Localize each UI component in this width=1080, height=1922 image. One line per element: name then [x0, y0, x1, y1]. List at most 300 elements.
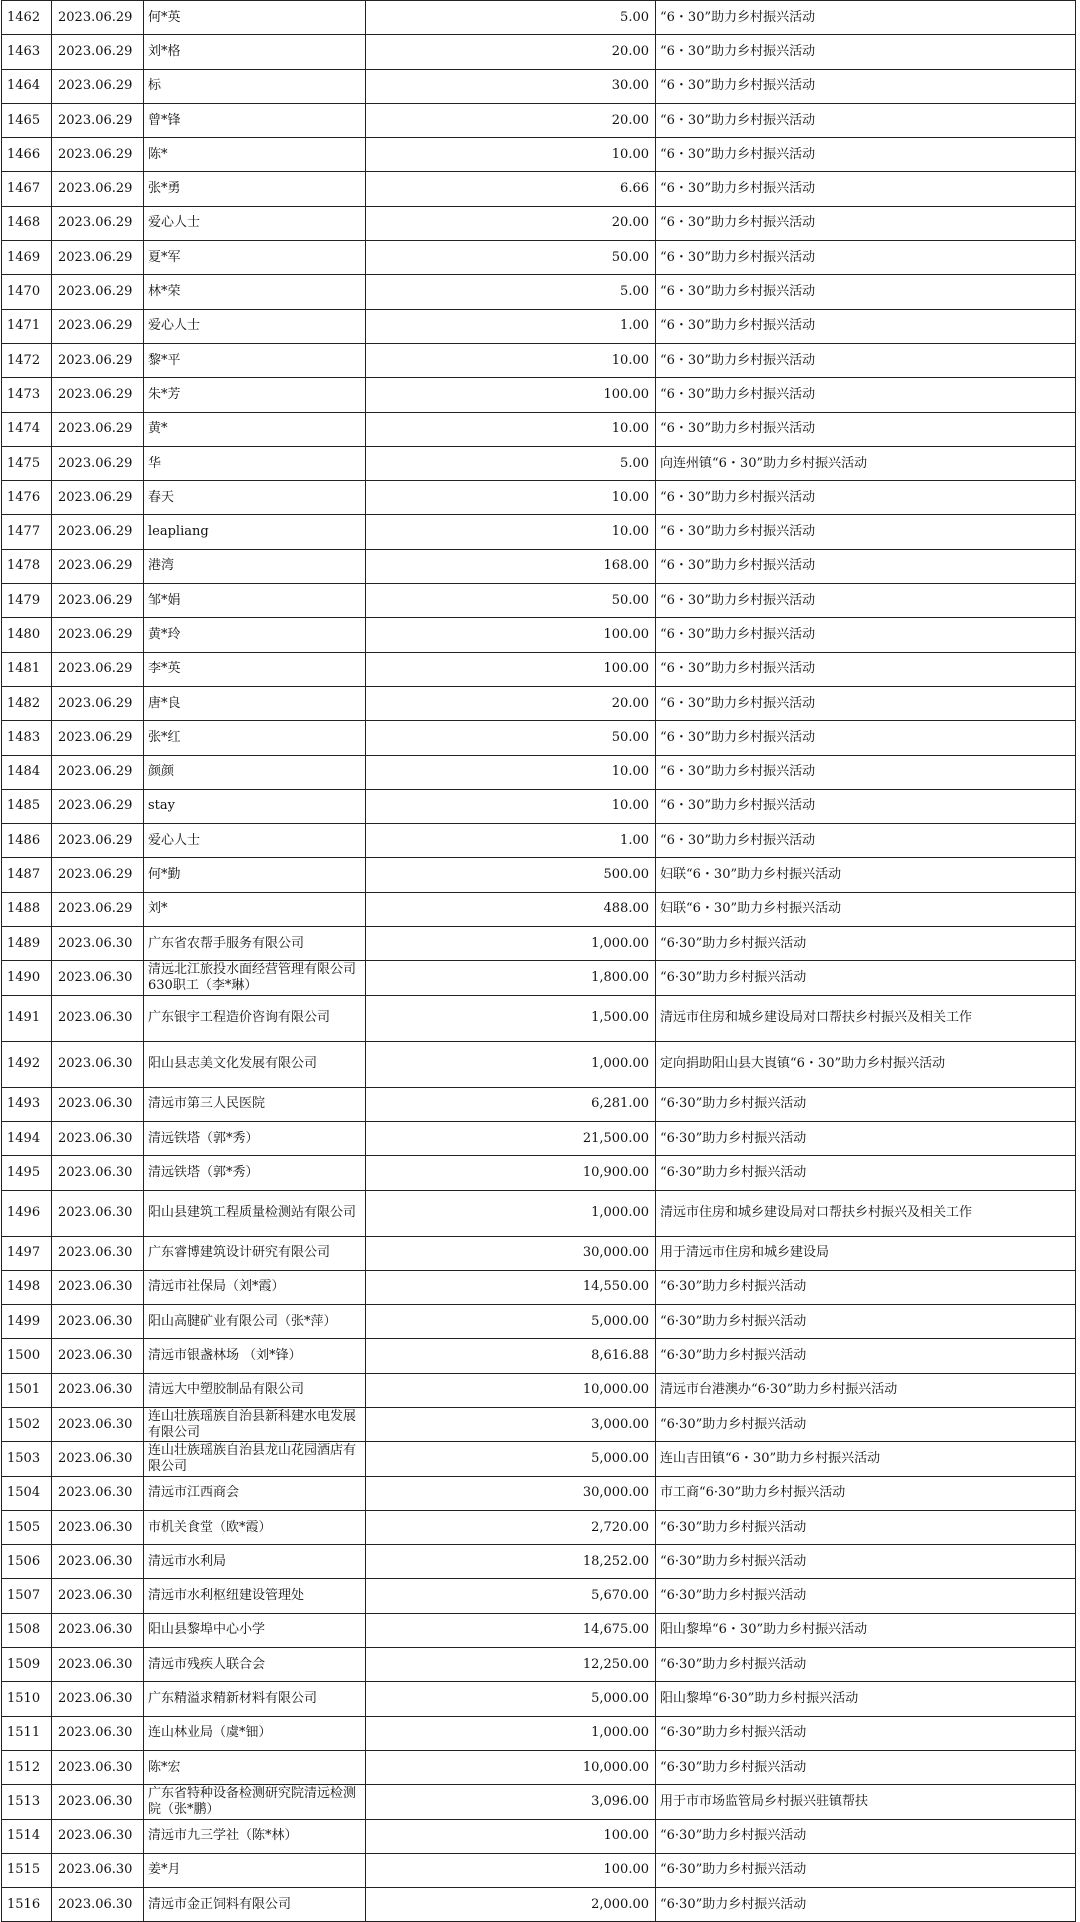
- serial-number-cell: 1468: [2, 206, 52, 240]
- donor-name-cell: 李*英: [144, 652, 366, 686]
- amount-cell: 100.00: [366, 1853, 656, 1887]
- purpose-note-cell: 连山吉田镇“6・30”助力乡村振兴活动: [656, 1442, 1076, 1476]
- purpose-note-cell: 妇联“6・30”助力乡村振兴活动: [656, 892, 1076, 926]
- donation-table: [1, 0, 1076, 1922]
- table-row: [2, 961, 1076, 995]
- date-cell: 2023.06.30: [52, 1339, 144, 1373]
- serial-number-cell: 1497: [2, 1236, 52, 1270]
- donor-name-cell: 姜*月: [144, 1853, 366, 1887]
- serial-number-cell: 1491: [2, 995, 52, 1041]
- date-cell: 2023.06.29: [52, 412, 144, 446]
- donor-name-cell: 夏*军: [144, 241, 366, 275]
- serial-number-cell: 1479: [2, 584, 52, 618]
- serial-number-cell: 1487: [2, 858, 52, 892]
- amount-cell: 10,000.00: [366, 1750, 656, 1784]
- purpose-note-cell: “6・30”助力乡村振兴活动: [656, 275, 1076, 309]
- purpose-note-cell: 定向捐助阳山县大崀镇“6・30”助力乡村振兴活动: [656, 1041, 1076, 1087]
- purpose-note-cell: “6・30”助力乡村振兴活动: [656, 103, 1076, 137]
- purpose-note-cell: “6·30”助力乡村振兴活动: [656, 1819, 1076, 1853]
- purpose-note-cell: “6・30”助力乡村振兴活动: [656, 584, 1076, 618]
- donor-name-cell: 标: [144, 69, 366, 103]
- table-row: [2, 481, 1076, 515]
- date-cell: 2023.06.30: [52, 1407, 144, 1441]
- serial-number-cell: 1489: [2, 927, 52, 961]
- amount-cell: 12,250.00: [366, 1648, 656, 1682]
- purpose-note-cell: “6·30”助力乡村振兴活动: [656, 1339, 1076, 1373]
- table-row: [2, 1087, 1076, 1121]
- donor-name-cell: 何*勤: [144, 858, 366, 892]
- donor-name-cell: 阳山县建筑工程质量检测站有限公司: [144, 1190, 366, 1236]
- serial-number-cell: 1473: [2, 378, 52, 412]
- amount-cell: 6.66: [366, 172, 656, 206]
- serial-number-cell: 1488: [2, 892, 52, 926]
- amount-cell: 1.00: [366, 824, 656, 858]
- serial-number-cell: 1494: [2, 1121, 52, 1155]
- date-cell: 2023.06.29: [52, 1, 144, 35]
- table-row: [2, 1682, 1076, 1716]
- date-cell: 2023.06.30: [52, 1041, 144, 1087]
- amount-cell: 5.00: [366, 446, 656, 480]
- amount-cell: 14,675.00: [366, 1613, 656, 1647]
- date-cell: 2023.06.29: [52, 584, 144, 618]
- donor-name-cell: 清远市残疾人联合会: [144, 1648, 366, 1682]
- amount-cell: 20.00: [366, 686, 656, 720]
- purpose-note-cell: “6・30”助力乡村振兴活动: [656, 549, 1076, 583]
- serial-number-cell: 1476: [2, 481, 52, 515]
- table-row: [2, 721, 1076, 755]
- date-cell: 2023.06.30: [52, 1579, 144, 1613]
- serial-number-cell: 1507: [2, 1579, 52, 1613]
- serial-number-cell: 1509: [2, 1648, 52, 1682]
- date-cell: 2023.06.29: [52, 69, 144, 103]
- date-cell: 2023.06.30: [52, 1442, 144, 1476]
- donor-name-cell: 清远北江旅投水面经营管理有限公司630职工（李*琳）: [144, 961, 366, 995]
- serial-number-cell: 1469: [2, 241, 52, 275]
- amount-cell: 21,500.00: [366, 1121, 656, 1155]
- date-cell: 2023.06.29: [52, 206, 144, 240]
- serial-number-cell: 1515: [2, 1853, 52, 1887]
- serial-number-cell: 1501: [2, 1373, 52, 1407]
- purpose-note-cell: 妇联“6・30”助力乡村振兴活动: [656, 858, 1076, 892]
- amount-cell: 488.00: [366, 892, 656, 926]
- amount-cell: 100.00: [366, 652, 656, 686]
- date-cell: 2023.06.30: [52, 961, 144, 995]
- date-cell: 2023.06.29: [52, 172, 144, 206]
- date-cell: 2023.06.30: [52, 1476, 144, 1510]
- table-row: [2, 1190, 1076, 1236]
- date-cell: 2023.06.30: [52, 1613, 144, 1647]
- amount-cell: 5,670.00: [366, 1579, 656, 1613]
- serial-number-cell: 1467: [2, 172, 52, 206]
- serial-number-cell: 1513: [2, 1785, 52, 1819]
- amount-cell: 20.00: [366, 35, 656, 69]
- donor-name-cell: 清远市金正饲料有限公司: [144, 1888, 366, 1922]
- table-row: [2, 1476, 1076, 1510]
- serial-number-cell: 1480: [2, 618, 52, 652]
- table-row: [2, 1888, 1076, 1922]
- purpose-note-cell: 用于清远市住房和城乡建设局: [656, 1236, 1076, 1270]
- donor-name-cell: 清远铁塔（郭*秀）: [144, 1156, 366, 1190]
- purpose-note-cell: “6·30”助力乡村振兴活动: [656, 1716, 1076, 1750]
- amount-cell: 30,000.00: [366, 1236, 656, 1270]
- donor-name-cell: 连山壮族瑶族自治县新科建水电发展有限公司: [144, 1407, 366, 1441]
- donor-name-cell: 港湾: [144, 549, 366, 583]
- serial-number-cell: 1474: [2, 412, 52, 446]
- table-row: [2, 549, 1076, 583]
- serial-number-cell: 1463: [2, 35, 52, 69]
- table-row: [2, 206, 1076, 240]
- purpose-note-cell: “6·30”助力乡村振兴活动: [656, 1853, 1076, 1887]
- date-cell: 2023.06.29: [52, 549, 144, 583]
- amount-cell: 20.00: [366, 103, 656, 137]
- purpose-note-cell: “6・30”助力乡村振兴活动: [656, 618, 1076, 652]
- amount-cell: 20.00: [366, 206, 656, 240]
- amount-cell: 10.00: [366, 789, 656, 823]
- amount-cell: 1,000.00: [366, 1190, 656, 1236]
- table-row: [2, 755, 1076, 789]
- purpose-note-cell: “6·30”助力乡村振兴活动: [656, 1407, 1076, 1441]
- date-cell: 2023.06.30: [52, 1785, 144, 1819]
- purpose-note-cell: 市工商“6·30”助力乡村振兴活动: [656, 1476, 1076, 1510]
- serial-number-cell: 1499: [2, 1305, 52, 1339]
- date-cell: 2023.06.30: [52, 1156, 144, 1190]
- serial-number-cell: 1510: [2, 1682, 52, 1716]
- table-row: [2, 1510, 1076, 1544]
- table-row: [2, 1579, 1076, 1613]
- purpose-note-cell: “6・30”助力乡村振兴活动: [656, 172, 1076, 206]
- serial-number-cell: 1466: [2, 138, 52, 172]
- table-row: [2, 515, 1076, 549]
- date-cell: 2023.06.30: [52, 1545, 144, 1579]
- table-row: [2, 1305, 1076, 1339]
- serial-number-cell: 1483: [2, 721, 52, 755]
- serial-number-cell: 1470: [2, 275, 52, 309]
- purpose-note-cell: “6・30”助力乡村振兴活动: [656, 35, 1076, 69]
- date-cell: 2023.06.30: [52, 1270, 144, 1304]
- amount-cell: 1,500.00: [366, 995, 656, 1041]
- donor-name-cell: 广东睿博建筑设计研究有限公司: [144, 1236, 366, 1270]
- amount-cell: 2,000.00: [366, 1888, 656, 1922]
- table-row: [2, 1156, 1076, 1190]
- serial-number-cell: 1502: [2, 1407, 52, 1441]
- date-cell: 2023.06.30: [52, 1305, 144, 1339]
- donor-name-cell: 爱心人士: [144, 206, 366, 240]
- donor-name-cell: 春天: [144, 481, 366, 515]
- table-row: [2, 1750, 1076, 1784]
- donor-name-cell: 清远大中塑胶制品有限公司: [144, 1373, 366, 1407]
- date-cell: 2023.06.30: [52, 1853, 144, 1887]
- purpose-note-cell: “6·30”助力乡村振兴活动: [656, 1750, 1076, 1784]
- date-cell: 2023.06.29: [52, 892, 144, 926]
- table-row: [2, 686, 1076, 720]
- purpose-note-cell: “6・30”助力乡村振兴活动: [656, 138, 1076, 172]
- purpose-note-cell: “6・30”助力乡村振兴活动: [656, 309, 1076, 343]
- donor-name-cell: 陈*宏: [144, 1750, 366, 1784]
- table-row: [2, 1373, 1076, 1407]
- purpose-note-cell: “6・30”助力乡村振兴活动: [656, 69, 1076, 103]
- date-cell: 2023.06.29: [52, 618, 144, 652]
- date-cell: 2023.06.29: [52, 858, 144, 892]
- donor-name-cell: 清远市江西商会: [144, 1476, 366, 1510]
- table-row: [2, 1270, 1076, 1304]
- date-cell: 2023.06.30: [52, 1373, 144, 1407]
- table-row: [2, 892, 1076, 926]
- purpose-note-cell: 清远市台港澳办“6·30”助力乡村振兴活动: [656, 1373, 1076, 1407]
- purpose-note-cell: 向连州镇“6・30”助力乡村振兴活动: [656, 446, 1076, 480]
- donor-name-cell: 连山壮族瑶族自治县龙山花园酒店有限公司: [144, 1442, 366, 1476]
- donor-name-cell: stay: [144, 789, 366, 823]
- donor-name-cell: 爱心人士: [144, 824, 366, 858]
- amount-cell: 14,550.00: [366, 1270, 656, 1304]
- amount-cell: 168.00: [366, 549, 656, 583]
- amount-cell: 50.00: [366, 584, 656, 618]
- purpose-note-cell: “6・30”助力乡村振兴活动: [656, 789, 1076, 823]
- table-row: [2, 1121, 1076, 1155]
- date-cell: 2023.06.30: [52, 1190, 144, 1236]
- date-cell: 2023.06.30: [52, 1819, 144, 1853]
- amount-cell: 10.00: [366, 515, 656, 549]
- donor-name-cell: 刘*格: [144, 35, 366, 69]
- serial-number-cell: 1464: [2, 69, 52, 103]
- purpose-note-cell: “6·30”助力乡村振兴活动: [656, 1305, 1076, 1339]
- donor-name-cell: 邹*娟: [144, 584, 366, 618]
- donor-name-cell: 阳山县黎埠中心小学: [144, 1613, 366, 1647]
- date-cell: 2023.06.29: [52, 378, 144, 412]
- purpose-note-cell: “6・30”助力乡村振兴活动: [656, 824, 1076, 858]
- donor-name-cell: 清远市九三学社（陈*林）: [144, 1819, 366, 1853]
- purpose-note-cell: “6·30”助力乡村振兴活动: [656, 1156, 1076, 1190]
- purpose-note-cell: “6·30”助力乡村振兴活动: [656, 1087, 1076, 1121]
- purpose-note-cell: “6·30”助力乡村振兴活动: [656, 1121, 1076, 1155]
- purpose-note-cell: “6·30”助力乡村振兴活动: [656, 1545, 1076, 1579]
- table-row: [2, 103, 1076, 137]
- table-row: [2, 858, 1076, 892]
- purpose-note-cell: “6・30”助力乡村振兴活动: [656, 652, 1076, 686]
- donor-name-cell: 黎*平: [144, 343, 366, 377]
- purpose-note-cell: 用于市市场监管局乡村振兴驻镇帮扶: [656, 1785, 1076, 1819]
- table-row: [2, 275, 1076, 309]
- serial-number-cell: 1462: [2, 1, 52, 35]
- serial-number-cell: 1465: [2, 103, 52, 137]
- amount-cell: 8,616.88: [366, 1339, 656, 1373]
- table-row: [2, 1853, 1076, 1887]
- donor-name-cell: 阳山高腱矿业有限公司（张*萍）: [144, 1305, 366, 1339]
- purpose-note-cell: “6·30”助力乡村振兴活动: [656, 961, 1076, 995]
- amount-cell: 500.00: [366, 858, 656, 892]
- donor-name-cell: 黄*: [144, 412, 366, 446]
- donor-name-cell: 曾*锋: [144, 103, 366, 137]
- table-row: [2, 1236, 1076, 1270]
- date-cell: 2023.06.30: [52, 927, 144, 961]
- table-row: [2, 343, 1076, 377]
- donor-name-cell: 连山林业局（虞*钿）: [144, 1716, 366, 1750]
- donor-name-cell: 清远市水利局: [144, 1545, 366, 1579]
- date-cell: 2023.06.29: [52, 686, 144, 720]
- amount-cell: 30.00: [366, 69, 656, 103]
- serial-number-cell: 1493: [2, 1087, 52, 1121]
- date-cell: 2023.06.30: [52, 1716, 144, 1750]
- table-row: [2, 927, 1076, 961]
- purpose-note-cell: “6・30”助力乡村振兴活动: [656, 515, 1076, 549]
- serial-number-cell: 1482: [2, 686, 52, 720]
- purpose-note-cell: 阳山黎埠“6·30”助力乡村振兴活动: [656, 1682, 1076, 1716]
- table-row: [2, 172, 1076, 206]
- serial-number-cell: 1504: [2, 1476, 52, 1510]
- amount-cell: 50.00: [366, 721, 656, 755]
- table-row: [2, 1613, 1076, 1647]
- serial-number-cell: 1506: [2, 1545, 52, 1579]
- date-cell: 2023.06.29: [52, 241, 144, 275]
- date-cell: 2023.06.29: [52, 515, 144, 549]
- serial-number-cell: 1490: [2, 961, 52, 995]
- table-row: [2, 378, 1076, 412]
- donor-name-cell: 唐*良: [144, 686, 366, 720]
- table-row: [2, 584, 1076, 618]
- purpose-note-cell: “6・30”助力乡村振兴活动: [656, 1, 1076, 35]
- amount-cell: 5.00: [366, 1, 656, 35]
- serial-number-cell: 1495: [2, 1156, 52, 1190]
- table-row: [2, 1339, 1076, 1373]
- date-cell: 2023.06.29: [52, 138, 144, 172]
- amount-cell: 1,000.00: [366, 927, 656, 961]
- table-row: [2, 1407, 1076, 1441]
- purpose-note-cell: “6・30”助力乡村振兴活动: [656, 343, 1076, 377]
- serial-number-cell: 1496: [2, 1190, 52, 1236]
- amount-cell: 3,000.00: [366, 1407, 656, 1441]
- date-cell: 2023.06.30: [52, 1087, 144, 1121]
- date-cell: 2023.06.29: [52, 789, 144, 823]
- donor-name-cell: 刘*: [144, 892, 366, 926]
- donor-name-cell: 华: [144, 446, 366, 480]
- amount-cell: 10,000.00: [366, 1373, 656, 1407]
- serial-number-cell: 1503: [2, 1442, 52, 1476]
- serial-number-cell: 1514: [2, 1819, 52, 1853]
- date-cell: 2023.06.30: [52, 1236, 144, 1270]
- serial-number-cell: 1505: [2, 1510, 52, 1544]
- serial-number-cell: 1477: [2, 515, 52, 549]
- serial-number-cell: 1500: [2, 1339, 52, 1373]
- amount-cell: 10.00: [366, 412, 656, 446]
- date-cell: 2023.06.29: [52, 721, 144, 755]
- serial-number-cell: 1492: [2, 1041, 52, 1087]
- donor-name-cell: 爱心人士: [144, 309, 366, 343]
- amount-cell: 1,000.00: [366, 1041, 656, 1087]
- purpose-note-cell: “6・30”助力乡村振兴活动: [656, 412, 1076, 446]
- date-cell: 2023.06.29: [52, 755, 144, 789]
- donor-name-cell: 清远铁塔（郭*秀）: [144, 1121, 366, 1155]
- amount-cell: 3,096.00: [366, 1785, 656, 1819]
- table-row: [2, 1442, 1076, 1476]
- date-cell: 2023.06.29: [52, 446, 144, 480]
- date-cell: 2023.06.29: [52, 343, 144, 377]
- purpose-note-cell: 清远市住房和城乡建设局对口帮扶乡村振兴及相关工作: [656, 995, 1076, 1041]
- donor-name-cell: 陈*: [144, 138, 366, 172]
- table-row: [2, 446, 1076, 480]
- table-row: [2, 241, 1076, 275]
- amount-cell: 10,900.00: [366, 1156, 656, 1190]
- date-cell: 2023.06.29: [52, 103, 144, 137]
- table-row: [2, 69, 1076, 103]
- donor-name-cell: 清远市第三人民医院: [144, 1087, 366, 1121]
- serial-number-cell: 1512: [2, 1750, 52, 1784]
- purpose-note-cell: 清远市住房和城乡建设局对口帮扶乡村振兴及相关工作: [656, 1190, 1076, 1236]
- donor-name-cell: 市机关食堂（欧*霞）: [144, 1510, 366, 1544]
- purpose-note-cell: “6・30”助力乡村振兴活动: [656, 241, 1076, 275]
- table-row: [2, 309, 1076, 343]
- amount-cell: 6,281.00: [366, 1087, 656, 1121]
- donor-name-cell: 林*荣: [144, 275, 366, 309]
- table-row: [2, 789, 1076, 823]
- serial-number-cell: 1486: [2, 824, 52, 858]
- serial-number-cell: 1471: [2, 309, 52, 343]
- donor-name-cell: 广东银宇工程造价咨询有限公司: [144, 995, 366, 1041]
- donor-name-cell: 颜颜: [144, 755, 366, 789]
- date-cell: 2023.06.30: [52, 1682, 144, 1716]
- serial-number-cell: 1484: [2, 755, 52, 789]
- amount-cell: 1,000.00: [366, 1716, 656, 1750]
- table-row: [2, 412, 1076, 446]
- date-cell: 2023.06.30: [52, 1888, 144, 1922]
- table-row: [2, 138, 1076, 172]
- amount-cell: 1,800.00: [366, 961, 656, 995]
- purpose-note-cell: “6・30”助力乡村振兴活动: [656, 686, 1076, 720]
- table-row: [2, 652, 1076, 686]
- serial-number-cell: 1485: [2, 789, 52, 823]
- serial-number-cell: 1481: [2, 652, 52, 686]
- date-cell: 2023.06.30: [52, 1121, 144, 1155]
- date-cell: 2023.06.30: [52, 1648, 144, 1682]
- amount-cell: 10.00: [366, 343, 656, 377]
- purpose-note-cell: “6・30”助力乡村振兴活动: [656, 481, 1076, 515]
- table-row: [2, 35, 1076, 69]
- donor-name-cell: 广东省农帮手服务有限公司: [144, 927, 366, 961]
- amount-cell: 50.00: [366, 241, 656, 275]
- amount-cell: 18,252.00: [366, 1545, 656, 1579]
- donor-name-cell: 清远市社保局（刘*霞）: [144, 1270, 366, 1304]
- table-row: [2, 1, 1076, 35]
- donor-name-cell: 广东省特种设备检测研究院清远检测院（张*鹏）: [144, 1785, 366, 1819]
- date-cell: 2023.06.30: [52, 1750, 144, 1784]
- serial-number-cell: 1498: [2, 1270, 52, 1304]
- donor-name-cell: 朱*芳: [144, 378, 366, 412]
- donor-name-cell: 广东精溢求精新材料有限公司: [144, 1682, 366, 1716]
- amount-cell: 5,000.00: [366, 1682, 656, 1716]
- date-cell: 2023.06.29: [52, 824, 144, 858]
- amount-cell: 100.00: [366, 618, 656, 652]
- amount-cell: 100.00: [366, 378, 656, 412]
- table-row: [2, 1716, 1076, 1750]
- date-cell: 2023.06.29: [52, 275, 144, 309]
- table-row: [2, 1819, 1076, 1853]
- amount-cell: 10.00: [366, 481, 656, 515]
- donor-name-cell: 张*勇: [144, 172, 366, 206]
- purpose-note-cell: “6·30”助力乡村振兴活动: [656, 1510, 1076, 1544]
- purpose-note-cell: “6·30”助力乡村振兴活动: [656, 1648, 1076, 1682]
- purpose-note-cell: “6・30”助力乡村振兴活动: [656, 755, 1076, 789]
- amount-cell: 100.00: [366, 1819, 656, 1853]
- date-cell: 2023.06.29: [52, 35, 144, 69]
- table-row: [2, 1545, 1076, 1579]
- amount-cell: 1.00: [366, 309, 656, 343]
- donor-name-cell: 张*红: [144, 721, 366, 755]
- donor-name-cell: leapliang: [144, 515, 366, 549]
- serial-number-cell: 1475: [2, 446, 52, 480]
- purpose-note-cell: 阳山黎埠“6・30”助力乡村振兴活动: [656, 1613, 1076, 1647]
- date-cell: 2023.06.30: [52, 995, 144, 1041]
- table-row: [2, 1785, 1076, 1819]
- amount-cell: 5,000.00: [366, 1442, 656, 1476]
- amount-cell: 2,720.00: [366, 1510, 656, 1544]
